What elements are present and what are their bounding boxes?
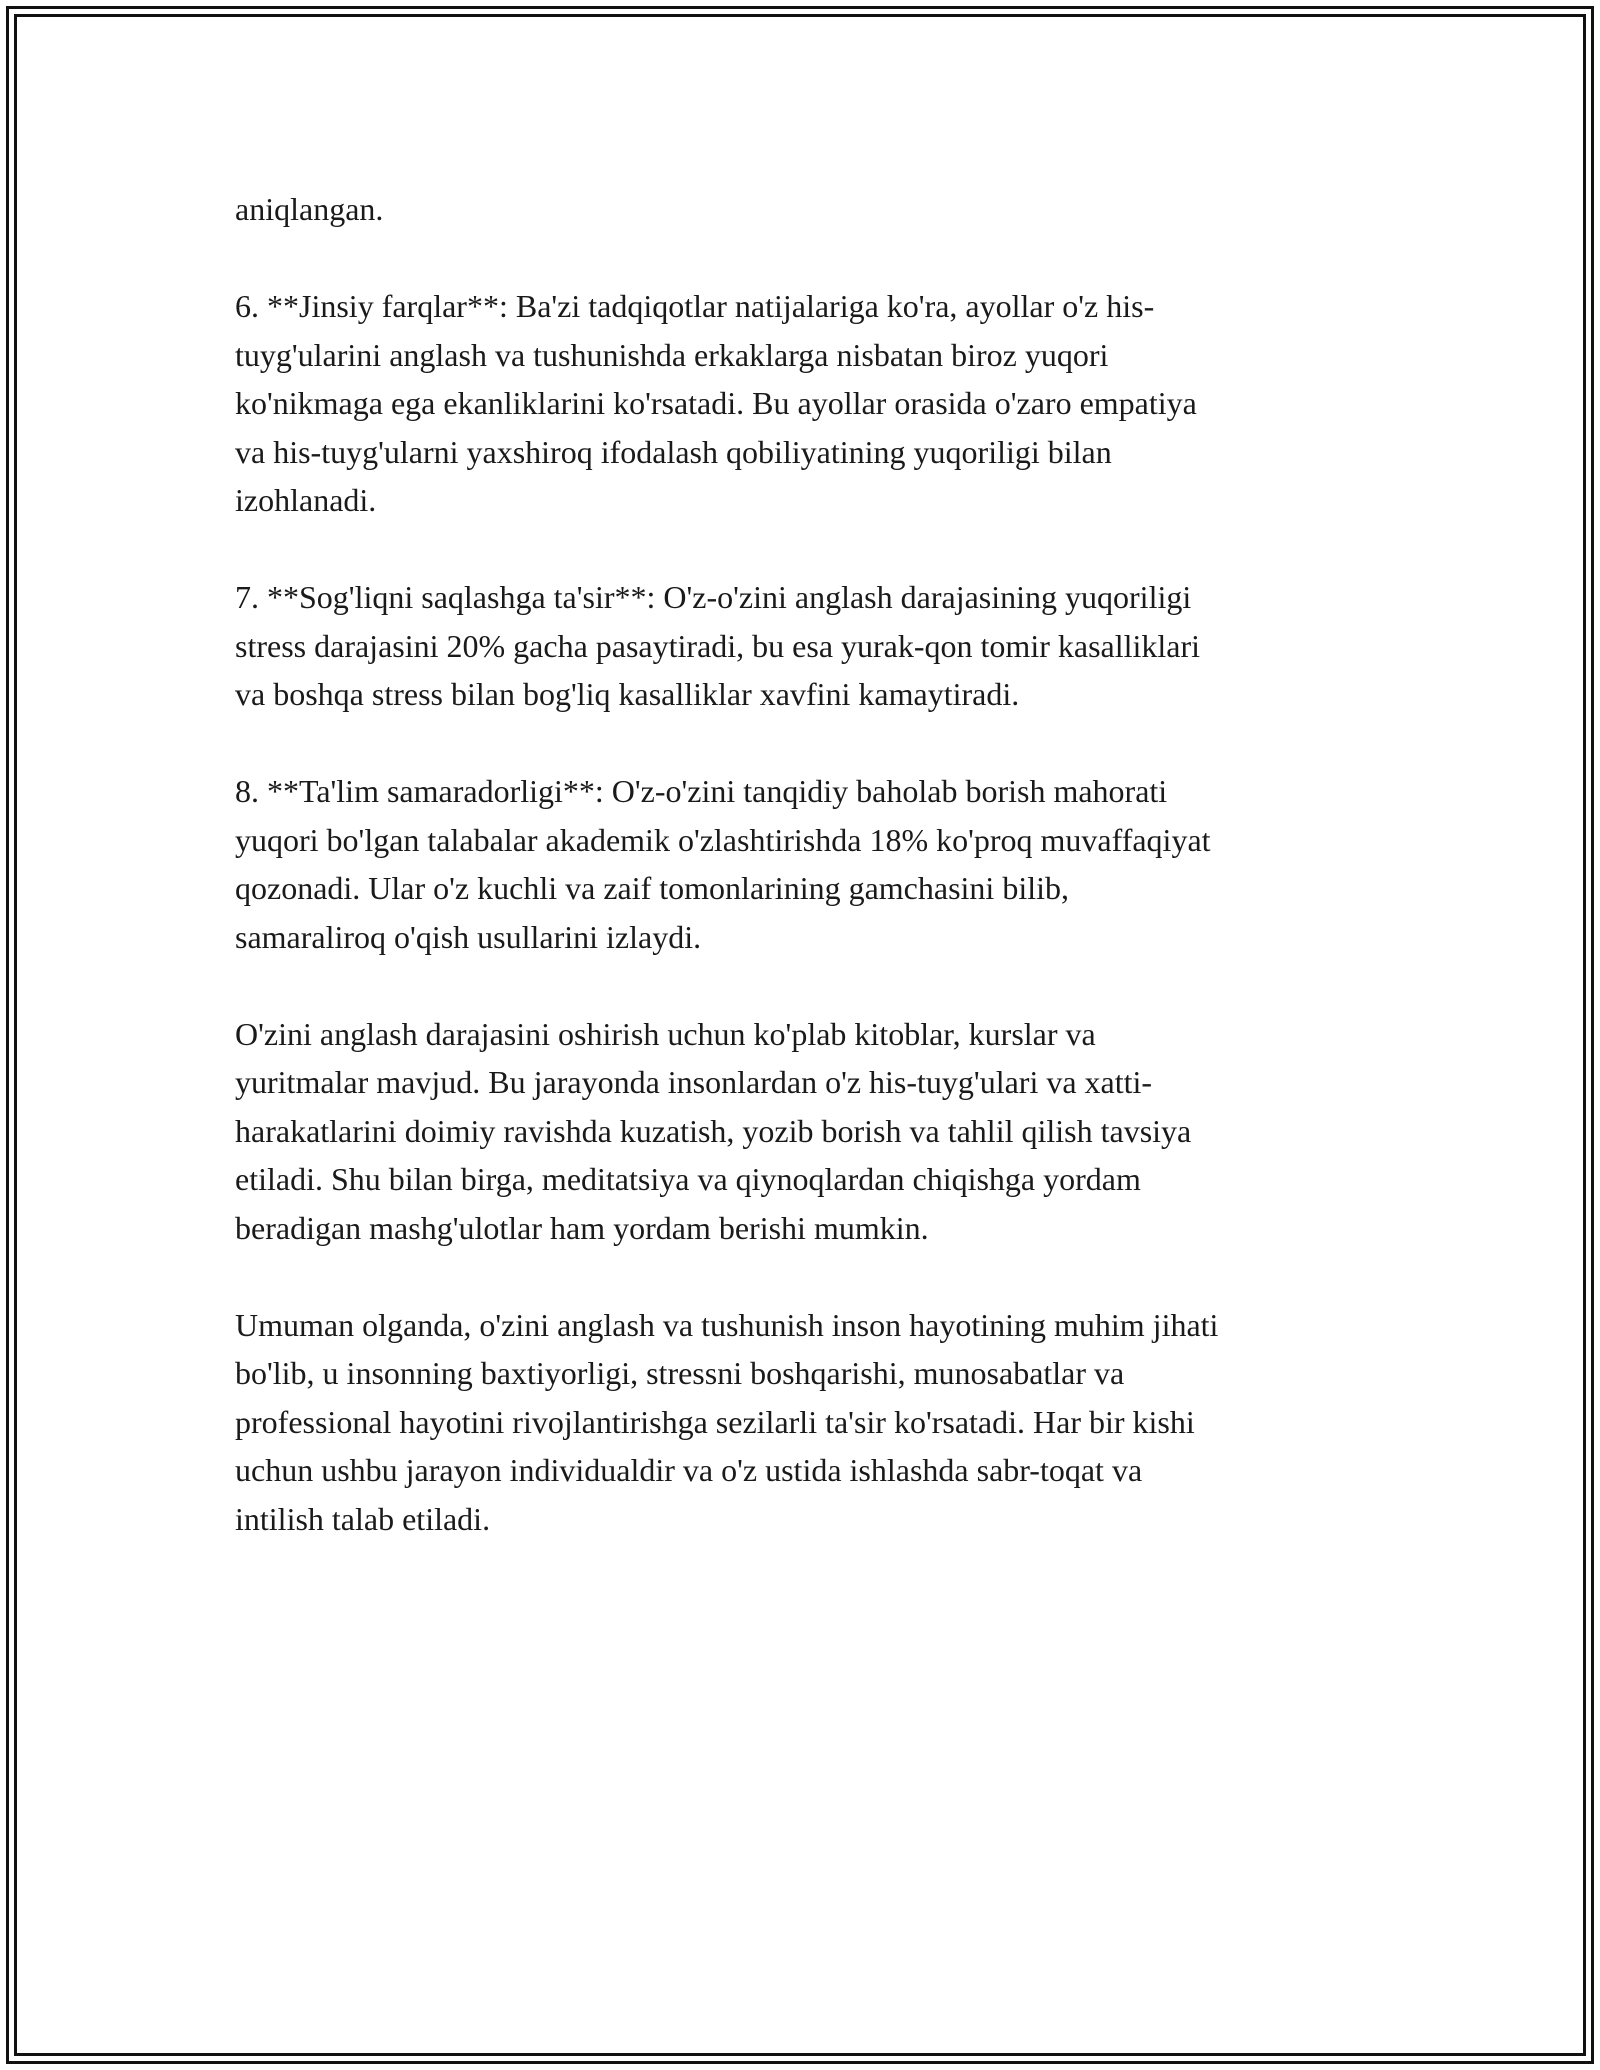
paragraph-education-effectiveness: 8. **Ta'lim samaradorligi**: O'z-o'zini tanqidiy baholab borish mahorati yuqori bo'lgan talabalar akademik o'zlashtirishda 18% ko'proq muvaffaqiyat qozonadi. Ular o'z kuchli va zaif tomonlarining gamchasini bilib, samaraliroq o'qish usullarini izlaydi. bbox=[235, 773, 1211, 955]
paragraph-health-impact: 7. **Sog'liqni saqlashga ta'sir**: O'z-o'zini anglash darajasining yuqoriligi stress darajasini 20% gacha pasaytiradi, bu esa yurak-qon tomir kasalliklari va boshqa stress bilan bog'liq kasalliklar xavfini kamaytiradi. bbox=[235, 579, 1201, 712]
paragraph-improving-self-awareness: O'zini anglash darajasini oshirish uchun ko'plab kitoblar, kurslar va yuritmalar mavjud. Bu jarayonda insonlardan o'z his-tuyg'ulari va xatti- harakatlarini doimiy ravishda kuzatish, yozib borish va tahlil qilish tavsiya etiladi. Shu bilan birga, meditatsiya va qiynoqlardan chiqishga yordam beradigan mashg'ulotlar ham yordam berishi mumkin. bbox=[235, 1015, 1192, 1246]
paragraph-continuation: aniqlangan. bbox=[235, 191, 384, 227]
paragraph-conclusion: Umuman olganda, o'zini anglash va tushunish inson hayotining muhim jihati bo'lib, u insonning baxtiyorligi, stressni boshqarishi, munosabatlar va professional hayotini rivojlantirishga sezilarli ta'sir ko'rsatadi. Har bir kishi uchun ushbu jarayon individualdir va o'z ustida ishlashda sabr-toqat va intilish talab etiladi. bbox=[235, 1306, 1219, 1537]
document-body bbox=[235, 185, 1385, 1592]
paragraph-gender-differences: 6. **Jinsiy farqlar**: Ba'zi tadqiqotlar natijalariga ko'ra, ayollar o'z his- tuyg'ularini anglash va tushunishda erkaklarga nisbatan biroz yuqori ko'nikmaga ega ekanliklarini ko'rsatadi. Bu ayollar orasida o'zaro empatiya va his-tuyg'ularni yaxshiroq ifodalash qobiliyatining yuqoriligi bilan izohlanadi. bbox=[235, 288, 1197, 518]
